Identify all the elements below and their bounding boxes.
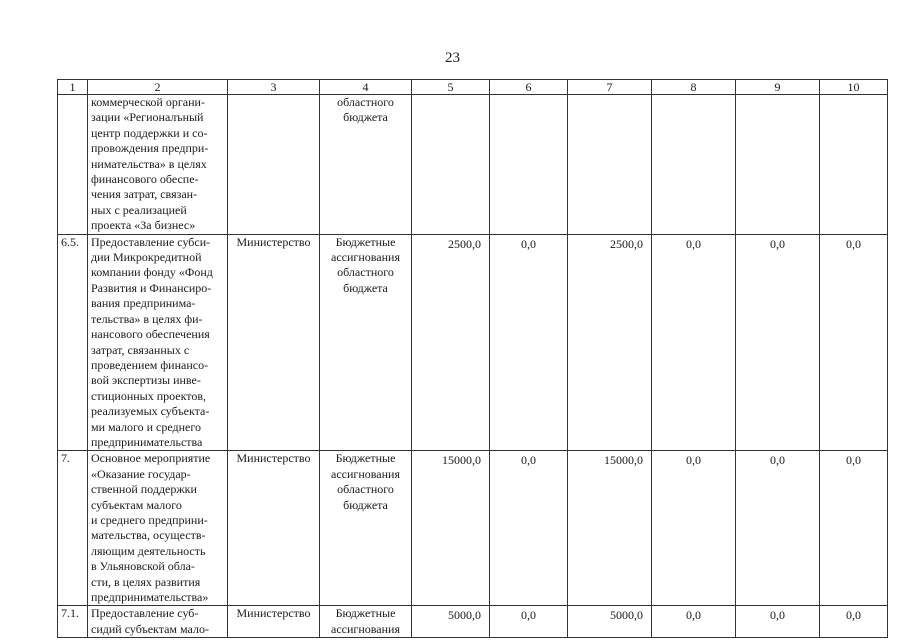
header-cell-7: 7 [568,80,652,95]
text-line: Бюджетные [335,234,396,249]
text-line: реализуемых субъекта- [91,404,210,419]
value-cell-8: 0,0 [652,234,736,451]
text-line: чения затрат, связан- [91,187,198,202]
text-line: в Ульяновской обла- [91,559,195,574]
text-line: компании фонду «Фонд [91,265,213,280]
text-line: вой экспертизы инве- [91,373,201,388]
value-cell-8: 0,0 [652,606,736,638]
value-cell-7: 2500,0 [568,234,652,451]
funding-source-cell [320,606,412,638]
header-cell-6: 6 [490,80,568,95]
executor-cell: Министерство [228,606,320,638]
page-number: 23 [445,50,460,66]
text-line: ассигнования [331,466,400,481]
text-line: коммерческой органи- [91,95,205,109]
text-line: финансового обеспе- [91,172,199,187]
text-line: предпринимательства [91,434,203,449]
value-cell-8 [652,95,736,235]
value-cell-5: 2500,0 [412,234,490,451]
text-line: нансового обеспечения [91,327,210,342]
header-cell-10: 10 [820,80,888,95]
text-line: ственной поддержки [91,482,197,497]
text-line: стиционных проектов, [91,388,207,403]
text-line: сидий субъектам мало- [91,621,209,636]
measure-name-cell [88,95,228,235]
executor-cell: Министерство [228,234,320,451]
text-line: вания предпринима- [91,296,196,311]
value-cell-9: 0,0 [736,451,820,606]
text-line: провождения предпри- [91,141,209,156]
text-line: Бюджетные [335,451,396,466]
text-line: ляющим деятельность [91,543,206,558]
value-cell-7 [568,95,652,235]
text-line: ных с реализацией [91,202,187,217]
text-line: ассигнования [331,621,400,636]
funding-source-cell [320,95,412,235]
text-line: субъектам малого [91,497,182,512]
text-line: ми малого и среднего [91,419,201,434]
row-number-cell [58,95,88,235]
header-cell-1: 1 [58,80,88,95]
text-line: затрат, связанных с [91,342,190,357]
text-line: областного [337,95,394,109]
text-line: и среднего предприни- [91,512,208,527]
text-line: областного [337,265,394,280]
row-number-cell: 7. [58,451,88,606]
text-line: Основное мероприятие [91,451,211,466]
value-cell-6: 0,0 [490,606,568,638]
header-cell-8: 8 [652,80,736,95]
text-line: центр поддержки и со- [91,125,208,140]
text-line: зации «Регионалъный [91,110,204,125]
value-cell-7: 5000,0 [568,606,652,638]
row-number-cell: 6.5. [58,234,88,451]
value-cell-10: 0,0 [820,606,888,638]
executor-cell [228,95,320,235]
text-line: Бюджетные [335,606,396,621]
funding-source-cell [320,234,412,451]
text-line: Предоставление суб- [91,606,199,621]
header-cell-2: 2 [88,80,228,95]
text-line: бюджета [343,497,388,512]
funding-source-cell [320,451,412,606]
text-line: сти, в целях развития [91,574,201,589]
text-line: нимательства» в целях [91,156,207,171]
value-cell-9: 0,0 [736,606,820,638]
header-cell-4: 4 [320,80,412,95]
header-cell-5: 5 [412,80,490,95]
value-cell-5 [412,95,490,235]
text-line: тельства» в целях фи- [91,311,203,326]
text-line: предпринимательства» [91,590,209,604]
text-line: проекта «За бизнес» [91,218,196,233]
table-row [58,234,888,451]
text-line: ассигнования [331,250,400,265]
text-line: проведением финансо- [91,357,209,372]
text-line: мательства, осуществ- [91,528,206,543]
executor-cell: Министерство [228,451,320,606]
measure-name-cell [88,451,228,606]
header-cell-3: 3 [228,80,320,95]
value-cell-10: 0,0 [820,451,888,606]
value-cell-6 [490,95,568,235]
text-line: бюджета [343,110,388,125]
text-line: «Оказание государ- [91,466,191,481]
value-cell-9 [736,95,820,235]
value-cell-6: 0,0 [490,451,568,606]
table-row [58,95,888,235]
header-row [58,80,888,95]
value-cell-10: 0,0 [820,234,888,451]
row-number-cell: 7.1. [58,606,88,638]
text-line: областного [337,482,394,497]
budget-table [57,79,888,638]
value-cell-9: 0,0 [736,234,820,451]
text-line: бюджета [343,280,388,295]
value-cell-10 [820,95,888,235]
table-row [58,606,888,638]
measure-name-cell [88,606,228,638]
value-cell-5: 5000,0 [412,606,490,638]
header-cell-9: 9 [736,80,820,95]
value-cell-8: 0,0 [652,451,736,606]
value-cell-6: 0,0 [490,234,568,451]
text-line: Предоставление субси- [91,234,211,249]
value-cell-5: 15000,0 [412,451,490,606]
text-line: дии Микрокредитной [91,250,202,265]
value-cell-7: 15000,0 [568,451,652,606]
text-line: Развития и Финансиро- [91,280,212,295]
measure-name-cell [88,234,228,451]
table-row [58,451,888,606]
